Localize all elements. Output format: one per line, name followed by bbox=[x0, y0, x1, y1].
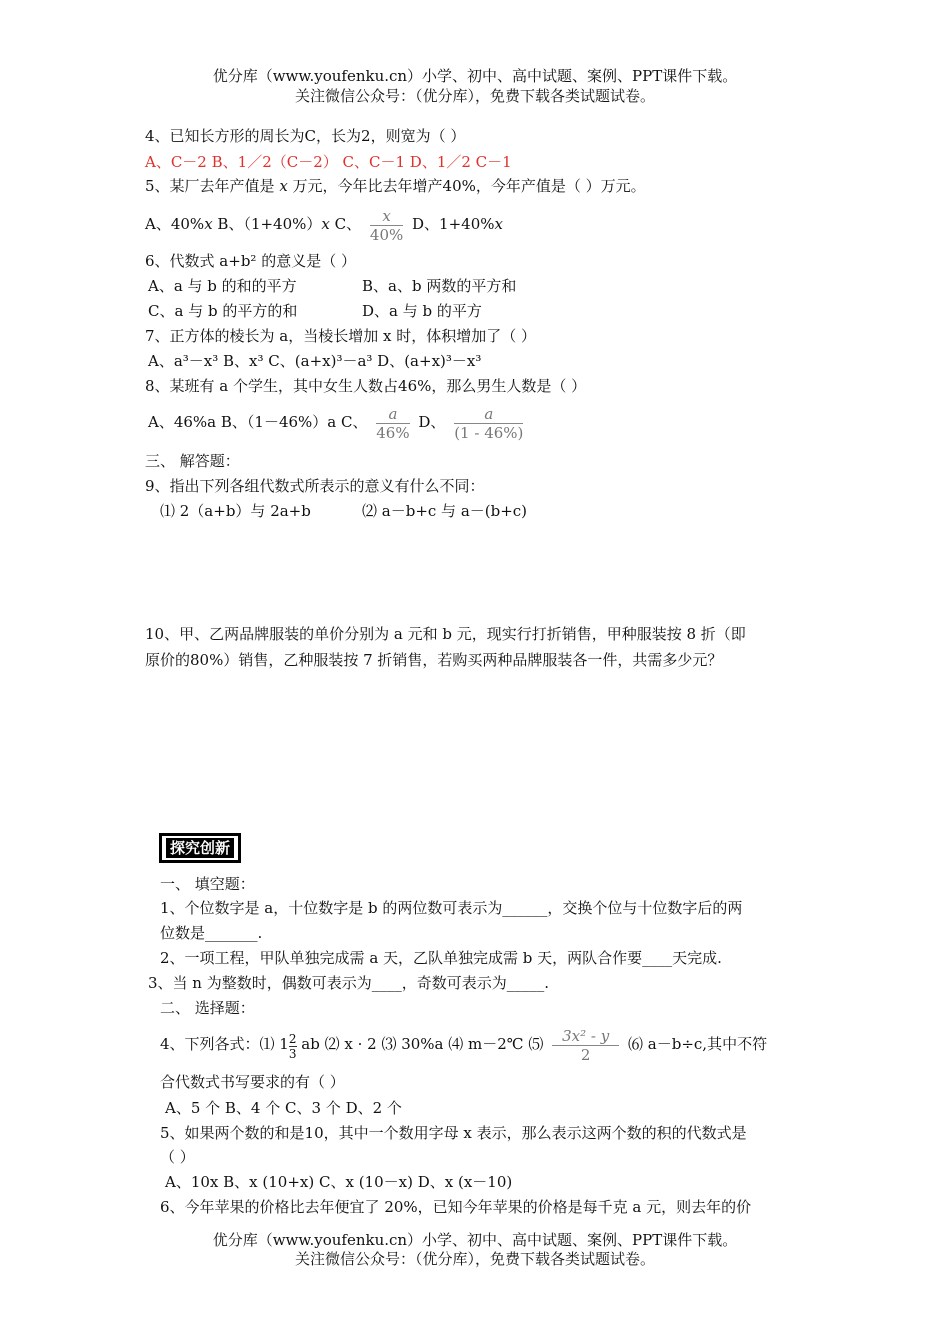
e1-line-2: 位数是_______. bbox=[160, 924, 263, 942]
q6-option-d: D、a 与 b 的平方 bbox=[362, 302, 482, 320]
q9-part-2: ⑵ a－b+c 与 a－(b+c) bbox=[362, 502, 528, 520]
q9-stem: 9、指出下列各组代数式所表示的意义有什么不同： bbox=[145, 477, 485, 495]
e4-stem: 4、下列各式：⑴ 1 $\frac{2}{3}$ ab ⑵ x · 2 ⑶ 30%a ⑷ m－2℃ ⑸ $\frac{\text{3x² - y}}{2}$ ⑹ a－b÷c,其中不符 bbox=[160, 1026, 768, 1064]
q6-option-b: B、a、b 两数的平方和 bbox=[362, 277, 517, 295]
q8-fraction-d: $\frac{a}{(1 - 46\%)}$ bbox=[454, 404, 524, 442]
q4-stem: 4、已知长方形的周长为C，长为2，则宽为（ ） bbox=[145, 127, 466, 145]
q5-options: A、40%x B、（1+40%）x C、 $\frac{x}{40\%}$ D、1+40%x bbox=[145, 206, 503, 244]
q10-line-2: 原价的80%）销售，乙种服装按 7 折销售，若购买两种品牌服装各一件，共需多少元？ bbox=[145, 651, 723, 669]
header-line-2: 关注微信公众号：（优分库），免费下载各类试题试卷。 bbox=[294, 87, 655, 105]
explore-section-tag: 探究创新 bbox=[160, 834, 240, 862]
q6-stem: 6、代数式 a+b² 的意义是（ ） bbox=[145, 252, 356, 270]
e5-line-1: 5、如果两个数的和是10，其中一个数用字母 x 表示，那么表示这两个数的积的代数式是 bbox=[160, 1124, 747, 1142]
e4-fraction: $\frac{\text{3x² - y}}{2}$ bbox=[552, 1027, 619, 1064]
q5-fraction: $\frac{x}{40\%}$ bbox=[369, 206, 404, 244]
q7-options: A、a³－x³ B、x³ C、(a+x)³－a³ D、(a+x)³－x³ bbox=[148, 352, 482, 370]
q8-stem: 8、某班有 a 个学生，其中女生人数占46%，那么男生人数是（ ） bbox=[145, 377, 587, 395]
q9-part-1: ⑴ 2（a+b）与 2a+b bbox=[160, 502, 311, 520]
q10-line-1: 10、甲、乙两品牌服装的单价分别为 a 元和 b 元，现实行打折销售，甲种服装按 8 折（即 bbox=[145, 625, 746, 643]
e4-options: A、5 个 B、4 个 C、3 个 D、2 个 bbox=[165, 1099, 402, 1117]
q6-option-a: A、a 与 b 的和的平方 bbox=[148, 277, 297, 295]
q5-stem: 5、某厂去年产值是 x 万元，今年比去年增产40%，今年产值是（ ）万元。 bbox=[145, 177, 646, 195]
e5-line-2: （ ） bbox=[160, 1148, 195, 1166]
footer-line-2: 关注微信公众号：（优分库），免费下载各类试题试卷。 bbox=[294, 1250, 655, 1268]
fill-section-heading: 一、 填空题： bbox=[160, 875, 255, 893]
header-line-1: 优分库（www.youfenku.cn）小学、初中、高中试题、案例、PPT课件下载。 bbox=[212, 67, 738, 85]
e4-line-2: 合代数式书写要求的有（ ） bbox=[160, 1073, 345, 1091]
q4-options: A、C－2 B、1／2（C－2） C、C－1 D、1／2 C－1 bbox=[145, 153, 512, 171]
section-3-heading: 三、 解答题： bbox=[145, 452, 240, 470]
e4-mixed-number: $\frac{2}{3}$ bbox=[288, 1031, 297, 1061]
footer-line-1: 优分库（www.youfenku.cn）小学、初中、高中试题、案例、PPT课件下载。 bbox=[212, 1231, 738, 1249]
e2-text: 2、一项工程，甲队单独完成需 a 天，乙队单独完成需 b 天，两队合作要____天完成. bbox=[160, 949, 722, 967]
e5-options: A、10x B、x (10+x) C、x (10－x) D、x (x－10) bbox=[165, 1173, 513, 1191]
choice-section-heading: 二、 选择题： bbox=[160, 999, 255, 1017]
q6-option-c: C、a 与 b 的平方的和 bbox=[148, 302, 298, 320]
q8-fraction-c: $\frac{a}{46\%}$ bbox=[376, 404, 410, 442]
q8-options: A、46%a B、（1－46%）a C、 $\frac{a}{46\%}$ D、 $\frac{a}{(1 - 46\%)}$ bbox=[148, 404, 524, 442]
e6-line-1: 6、今年苹果的价格比去年便宜了 20%，已知今年苹果的价格是每千克 a 元，则去年的价 bbox=[160, 1198, 752, 1216]
q7-stem: 7、正方体的棱长为 a，当棱长增加 x 时，体积增加了（ ） bbox=[145, 327, 537, 345]
e1-line-1: 1、个位数字是 a，十位数字是 b 的两位数可表示为______，交换个位与十位数字后的两 bbox=[160, 899, 743, 917]
e3-text: 3、当 n 为整数时，偶数可表示为____，奇数可表示为_____. bbox=[148, 974, 550, 992]
